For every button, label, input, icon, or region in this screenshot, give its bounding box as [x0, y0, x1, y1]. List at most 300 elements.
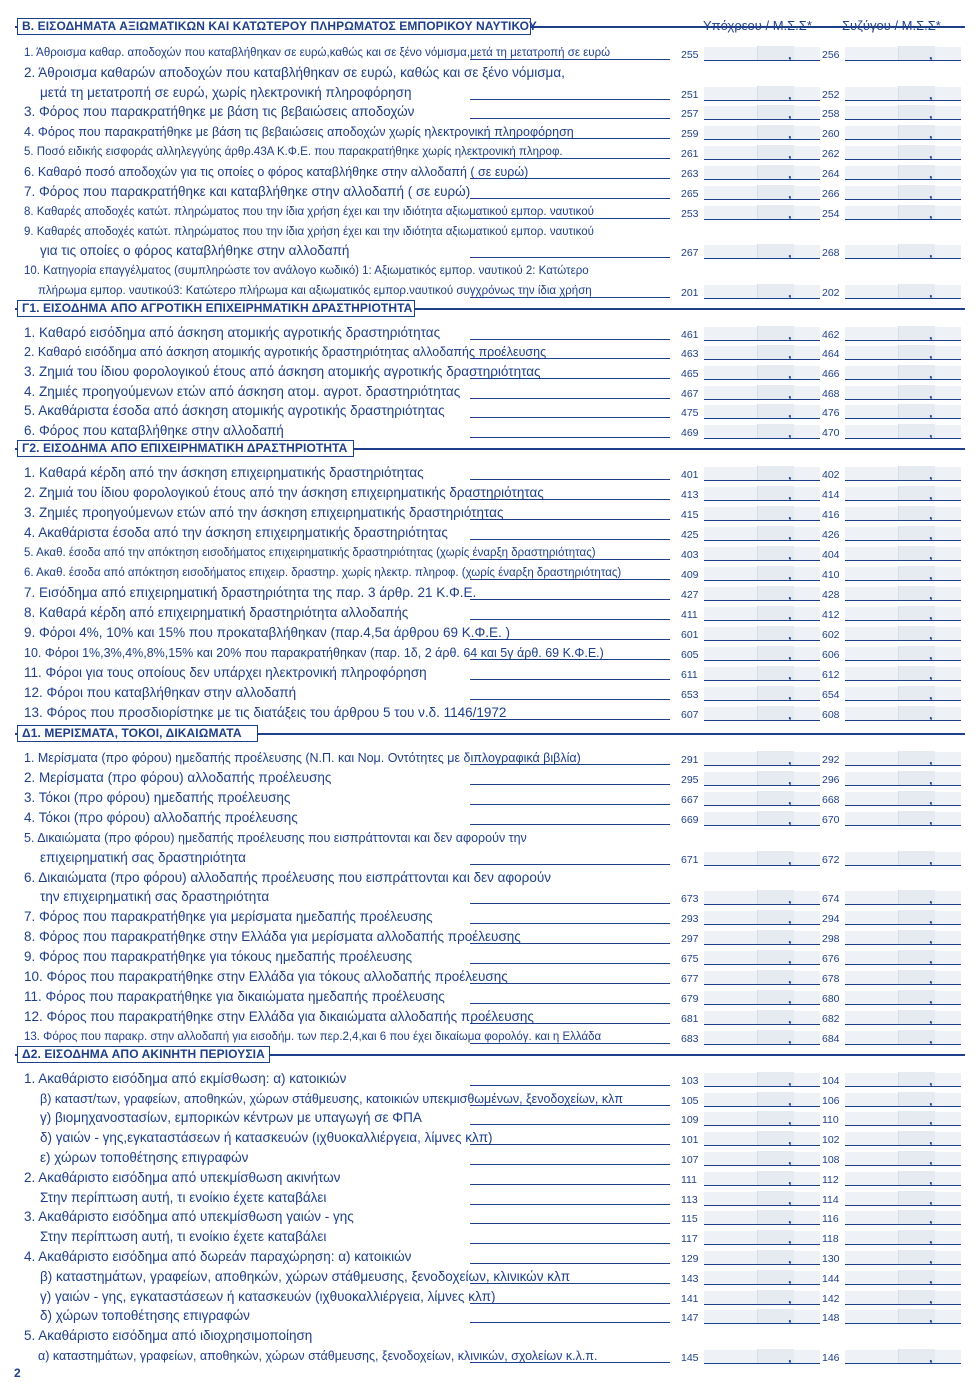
amount-field-taxpayer[interactable]	[704, 667, 820, 681]
amount-field-spouse[interactable]	[845, 1310, 961, 1324]
field-code-spouse: 684	[822, 1032, 840, 1045]
row-leader-line	[470, 378, 670, 379]
row-label: δ) χώρων τοποθέτησης επιγραφών	[40, 1308, 250, 1324]
amount-field-spouse[interactable]	[845, 1132, 961, 1146]
row-leader-line	[470, 499, 670, 500]
amount-field-spouse[interactable]	[845, 792, 961, 806]
decimal-comma: ,	[929, 126, 933, 142]
row-leader-line	[470, 764, 670, 765]
amount-field-spouse[interactable]	[845, 667, 961, 681]
row-label: 1. Μερίσματα (προ φόρου) ημεδαπής προέλευσης (Ν.Π. και Νομ. Οντότητες με διπλογραφικά βιβλία)	[24, 750, 581, 765]
decimal-comma: ,	[788, 607, 792, 622]
amount-field-taxpayer[interactable]	[704, 1251, 820, 1265]
amount-field-taxpayer[interactable]	[704, 951, 820, 965]
field-code-spouse: 144	[822, 1272, 840, 1285]
row-label: 3. Τόκοι (προ φόρου) ημεδαπής προέλευσης	[24, 789, 291, 805]
amount-field-taxpayer[interactable]	[704, 527, 820, 541]
row-leader-line	[470, 559, 670, 560]
row-label: για τις οποίες ο φόρος καταβλήθηκε στην αλλοδαπή	[40, 243, 350, 259]
decimal-comma: ,	[929, 811, 933, 827]
amount-field-spouse[interactable]	[845, 1251, 961, 1265]
amount-field-taxpayer[interactable]	[704, 1112, 820, 1126]
decimal-comma: ,	[929, 687, 933, 702]
amount-field-spouse[interactable]	[845, 527, 961, 541]
form-row	[0, 42, 976, 62]
field-code-taxpayer: 427	[681, 589, 699, 601]
field-code-taxpayer: 201	[681, 286, 699, 299]
page-number: 2	[14, 1366, 21, 1380]
field-code-taxpayer: 265	[681, 187, 699, 200]
amount-field-taxpayer[interactable]	[704, 1192, 820, 1206]
row-label: 9. Φόροι 4%, 10% και 15% που προκαταβλήθηκαν (παρ.4,5α άρθρου 69 Κ.Φ.Ε. )	[24, 625, 510, 640]
amount-field-spouse[interactable]	[845, 327, 961, 341]
field-code-taxpayer: 295	[681, 773, 699, 786]
field-code-taxpayer: 117	[681, 1233, 698, 1246]
form-row	[0, 322, 976, 342]
amount-field-taxpayer[interactable]	[704, 425, 820, 439]
amount-field-spouse[interactable]	[845, 1152, 961, 1166]
amount-field-taxpayer[interactable]	[704, 1291, 820, 1305]
row-leader-line	[470, 1085, 670, 1086]
amount-field-spouse[interactable]	[845, 186, 961, 200]
form-row	[0, 401, 976, 421]
amount-field-taxpayer[interactable]	[704, 1152, 820, 1166]
amount-field-spouse[interactable]	[845, 951, 961, 965]
field-code-taxpayer: 401	[681, 469, 699, 481]
decimal-comma: ,	[788, 707, 792, 722]
field-code-spouse: 142	[822, 1292, 840, 1305]
amount-field-spouse[interactable]	[845, 1031, 961, 1045]
amount-field-taxpayer[interactable]	[704, 1172, 820, 1186]
field-code-taxpayer: 681	[681, 1013, 699, 1026]
decimal-comma: ,	[929, 487, 933, 502]
amount-field-spouse[interactable]	[845, 971, 961, 985]
decimal-comma: ,	[929, 751, 933, 767]
decimal-comma: ,	[929, 346, 933, 362]
form-row	[0, 1187, 976, 1207]
row-label: α) καταστημάτων, γραφείων, αποθηκών, χώρων στάθμευσης, ξενοδοχείων, κλινικών, σχολείων κ.λ.π.	[38, 1349, 598, 1364]
amount-field-spouse[interactable]	[845, 891, 961, 905]
amount-field-spouse[interactable]	[845, 567, 961, 581]
form-row	[0, 1026, 976, 1046]
field-code-taxpayer: 611	[681, 669, 698, 681]
amount-field-spouse[interactable]	[845, 285, 961, 299]
amount-field-spouse[interactable]	[845, 812, 961, 826]
form-row	[0, 867, 976, 907]
row-leader-line	[470, 1263, 670, 1264]
decimal-comma: ,	[788, 687, 792, 702]
decimal-comma: ,	[788, 106, 792, 122]
decimal-comma: ,	[788, 667, 792, 682]
amount-field-taxpayer[interactable]	[704, 386, 820, 400]
form-row	[0, 361, 976, 381]
decimal-comma: ,	[788, 1310, 792, 1326]
amount-field-taxpayer[interactable]	[704, 911, 820, 925]
decimal-comma: ,	[788, 1011, 792, 1027]
amount-field-taxpayer[interactable]	[704, 1271, 820, 1285]
form-row	[0, 342, 976, 362]
decimal-comma: ,	[788, 467, 792, 482]
amount-field-taxpayer[interactable]	[704, 1350, 820, 1364]
decimal-comma: ,	[929, 627, 933, 642]
decimal-comma: ,	[929, 385, 933, 401]
field-code-spouse: 102	[822, 1134, 840, 1147]
amount-field-taxpayer[interactable]	[704, 106, 820, 120]
form-row	[0, 906, 976, 926]
field-code-spouse: 678	[822, 973, 840, 986]
field-code-spouse: 118	[822, 1233, 839, 1246]
amount-field-taxpayer[interactable]	[704, 467, 820, 481]
row-leader-line	[470, 864, 670, 865]
field-code-taxpayer: 145	[681, 1351, 699, 1364]
amount-field-taxpayer[interactable]	[704, 1073, 820, 1087]
field-code-spouse: 404	[822, 549, 840, 561]
field-code-spouse: 428	[822, 589, 840, 601]
field-code-spouse: 130	[822, 1252, 840, 1265]
row-leader-line	[470, 963, 670, 964]
amount-field-taxpayer[interactable]	[704, 366, 820, 380]
amount-field-spouse[interactable]	[845, 931, 961, 945]
amount-field-spouse[interactable]	[845, 1172, 961, 1186]
amount-field-spouse[interactable]	[845, 346, 961, 360]
amount-field-spouse[interactable]	[845, 87, 961, 101]
decimal-comma: ,	[929, 1211, 933, 1227]
decimal-comma: ,	[929, 707, 933, 722]
row-label: 3. Ζημιά του ίδιου φορολογικού έτους από άσκηση ατομικής αγροτικής δραστηριότητας	[24, 364, 541, 380]
field-code-spouse: 470	[822, 426, 840, 439]
amount-field-taxpayer[interactable]	[704, 852, 820, 866]
amount-field-taxpayer[interactable]	[704, 346, 820, 360]
decimal-comma: ,	[788, 891, 792, 907]
amount-field-spouse[interactable]	[845, 587, 961, 601]
form-row	[0, 1226, 976, 1246]
amount-field-taxpayer[interactable]	[704, 166, 820, 180]
field-code-taxpayer: 425	[681, 529, 699, 541]
form-row	[0, 462, 976, 482]
form-row	[0, 827, 976, 867]
decimal-comma: ,	[929, 771, 933, 787]
amount-field-spouse[interactable]	[845, 1112, 961, 1126]
row-leader-line	[470, 923, 670, 924]
field-code-spouse: 412	[822, 609, 840, 621]
decimal-comma: ,	[929, 911, 933, 927]
decimal-comma: ,	[788, 771, 792, 787]
decimal-comma: ,	[929, 667, 933, 682]
row-label: 7. Φόρος που παρακρατήθηκε για μερίσματα ημεδαπής προέλευσης	[24, 909, 433, 925]
amount-field-taxpayer[interactable]	[704, 487, 820, 501]
row-label: 2. Άθροισμα καθαρών αποδοχών που καταβλήθηκαν σε ευρώ, καθώς και σε ξένο νόμισμα,	[24, 64, 565, 80]
amount-field-taxpayer[interactable]	[704, 206, 820, 220]
amount-field-spouse[interactable]	[845, 206, 961, 220]
decimal-comma: ,	[788, 365, 792, 381]
amount-field-taxpayer[interactable]	[704, 186, 820, 200]
amount-field-taxpayer[interactable]	[704, 47, 820, 61]
row-label: 12. Φόροι που καταβλήθηκαν στην αλλοδαπή	[24, 685, 297, 700]
amount-field-taxpayer[interactable]	[704, 1231, 820, 1245]
decimal-comma: ,	[929, 931, 933, 947]
form-row	[0, 1006, 976, 1026]
field-code-spouse: 256	[822, 48, 840, 61]
amount-field-spouse[interactable]	[845, 245, 961, 259]
decimal-comma: ,	[929, 467, 933, 482]
field-code-spouse: 106	[822, 1094, 840, 1107]
amount-field-taxpayer[interactable]	[704, 1132, 820, 1146]
row-leader-line	[470, 1164, 670, 1165]
row-leader-line	[470, 178, 670, 179]
row-label: 10. Φόρος που παρακρατήθηκε στην Ελλάδα για τόκους αλλοδαπής προέλευσης	[24, 969, 508, 985]
decimal-comma: ,	[929, 891, 933, 907]
form-row	[0, 482, 976, 502]
field-code-spouse: 258	[822, 108, 840, 121]
amount-field-spouse[interactable]	[845, 106, 961, 120]
row-label: την επιχειρηματική σας δραστηριότητα	[40, 889, 270, 905]
amount-field-spouse[interactable]	[845, 487, 961, 501]
decimal-comma: ,	[788, 1030, 792, 1046]
row-label: 1. Καθαρό εισόδημα από άσκηση ατομικής αγροτικής δραστηριότητας	[24, 324, 441, 340]
amount-field-taxpayer[interactable]	[704, 752, 820, 766]
row-leader-line	[470, 519, 670, 520]
amount-field-spouse[interactable]	[845, 386, 961, 400]
decimal-comma: ,	[788, 507, 792, 522]
amount-field-taxpayer[interactable]	[704, 547, 820, 561]
field-code-spouse: 476	[822, 407, 840, 420]
row-leader-line	[470, 1124, 670, 1125]
decimal-comma: ,	[788, 205, 792, 221]
amount-field-spouse[interactable]	[845, 687, 961, 701]
amount-field-taxpayer[interactable]	[704, 285, 820, 299]
decimal-comma: ,	[788, 326, 792, 342]
field-code-taxpayer: 251	[681, 88, 699, 101]
amount-field-taxpayer[interactable]	[704, 245, 820, 259]
row-label: 8. Καθαρές αποδοχές κατώτ. πληρώματος που την ίδια χρήση έχει και την ιδιότητα αξιωματικού εμπορ. ναυτικού	[24, 205, 594, 218]
row-label: 8. Φόρος που παρακρατήθηκε στην Ελλάδα για μερίσματα αλλοδαπής προέλευσης	[24, 929, 521, 945]
form-row	[0, 787, 976, 807]
field-code-taxpayer: 111	[681, 1173, 697, 1186]
decimal-comma: ,	[788, 931, 792, 947]
decimal-comma: ,	[929, 547, 933, 562]
decimal-comma: ,	[788, 146, 792, 162]
row-leader-line	[470, 99, 670, 100]
decimal-comma: ,	[929, 1030, 933, 1046]
amount-field-spouse[interactable]	[845, 707, 961, 721]
decimal-comma: ,	[788, 547, 792, 562]
decimal-comma: ,	[788, 751, 792, 767]
amount-field-taxpayer[interactable]	[704, 126, 820, 140]
decimal-comma: ,	[929, 185, 933, 201]
row-label: 11. Φόρος που παρακρατήθηκε για δικαιώματα ημεδαπής προέλευσης	[24, 989, 445, 1005]
row-leader-line	[470, 1184, 670, 1185]
decimal-comma: ,	[929, 1250, 933, 1266]
row-leader-line	[470, 1144, 670, 1145]
amount-field-spouse[interactable]	[845, 547, 961, 561]
field-code-spouse: 426	[822, 529, 840, 541]
row-leader-line	[470, 1243, 670, 1244]
row-leader-line	[470, 903, 670, 904]
amount-field-taxpayer[interactable]	[704, 971, 820, 985]
amount-field-taxpayer[interactable]	[704, 146, 820, 160]
amount-field-spouse[interactable]	[845, 47, 961, 61]
row-leader-line	[470, 679, 670, 680]
amount-field-spouse[interactable]	[845, 752, 961, 766]
amount-field-spouse[interactable]	[845, 507, 961, 521]
amount-field-taxpayer[interactable]	[704, 647, 820, 661]
decimal-comma: ,	[929, 284, 933, 300]
row-leader-line	[470, 339, 670, 340]
amount-field-taxpayer[interactable]	[704, 1011, 820, 1025]
decimal-comma: ,	[929, 1231, 933, 1247]
amount-field-spouse[interactable]	[845, 1093, 961, 1107]
form-row	[0, 662, 976, 682]
decimal-comma: ,	[788, 385, 792, 401]
amount-field-taxpayer[interactable]	[704, 507, 820, 521]
row-label: 12. Φόρος που παρακρατήθηκε στην Ελλάδα για δικαιώματα αλλοδαπής προέλευσης	[24, 1009, 534, 1025]
form-row	[0, 807, 976, 827]
amount-field-taxpayer[interactable]	[704, 812, 820, 826]
amount-field-spouse[interactable]	[845, 146, 961, 160]
field-code-spouse: 606	[822, 649, 840, 661]
field-code-taxpayer: 465	[681, 367, 699, 380]
field-code-spouse: 680	[822, 993, 840, 1006]
amount-field-taxpayer[interactable]	[704, 891, 820, 905]
amount-field-spouse[interactable]	[845, 1192, 961, 1206]
amount-field-taxpayer[interactable]	[704, 792, 820, 806]
field-code-taxpayer: 297	[681, 933, 699, 946]
field-code-taxpayer: 103	[681, 1074, 699, 1087]
decimal-comma: ,	[929, 86, 933, 102]
decimal-comma: ,	[788, 527, 792, 542]
decimal-comma: ,	[788, 487, 792, 502]
row-leader-line	[470, 138, 670, 139]
row-leader-line	[470, 639, 670, 640]
amount-field-taxpayer[interactable]	[704, 587, 820, 601]
row-leader-line	[470, 1023, 670, 1024]
decimal-comma: ,	[788, 647, 792, 662]
field-code-taxpayer: 667	[681, 793, 699, 806]
decimal-comma: ,	[929, 365, 933, 381]
decimal-comma: ,	[929, 405, 933, 421]
amount-field-taxpayer[interactable]	[704, 687, 820, 701]
decimal-comma: ,	[788, 971, 792, 987]
amount-field-spouse[interactable]	[845, 1231, 961, 1245]
amount-field-taxpayer[interactable]	[704, 567, 820, 581]
field-code-taxpayer: 469	[681, 426, 699, 439]
row-label: Στην περίπτωση αυτή, τι ενοίκιο έχετε καταβάλει	[40, 1229, 327, 1245]
section-title: Γ1. ΕΙΣΟΔΗΜΑ ΑΠΟ ΑΓΡΟΤΙΚΗ ΕΠΙΧΕΙΡΗΜΑΤΙΚΗ ΔΡΑΣΤΗΡΙΟΤΗΤΑ	[17, 300, 415, 317]
amount-field-taxpayer[interactable]	[704, 87, 820, 101]
row-leader-line	[470, 1283, 670, 1284]
decimal-comma: ,	[788, 1112, 792, 1128]
amount-field-spouse[interactable]	[845, 1073, 961, 1087]
amount-field-spouse[interactable]	[845, 852, 961, 866]
amount-field-taxpayer[interactable]	[704, 1093, 820, 1107]
form-row	[0, 1147, 976, 1167]
amount-field-spouse[interactable]	[845, 772, 961, 786]
row-label: γ) γαιών - γης, εγκαταστάσεων ή κατασκευών (ιχθυοκαλλιέργεια, λίμνες κλπ)	[40, 1288, 496, 1304]
field-code-taxpayer: 257	[681, 108, 699, 121]
amount-field-spouse[interactable]	[845, 405, 961, 419]
row-leader-line	[470, 699, 670, 700]
amount-field-spouse[interactable]	[845, 1211, 961, 1225]
field-code-taxpayer: 413	[681, 489, 699, 501]
amount-field-taxpayer[interactable]	[704, 707, 820, 721]
amount-field-taxpayer[interactable]	[704, 327, 820, 341]
decimal-comma: ,	[929, 245, 933, 261]
form-row	[0, 582, 976, 602]
row-label: 2. Μερίσματα (προ φόρου) αλλοδαπής προέλευσης	[24, 769, 332, 785]
amount-field-spouse[interactable]	[845, 126, 961, 140]
amount-field-spouse[interactable]	[845, 1291, 961, 1305]
amount-field-taxpayer[interactable]	[704, 931, 820, 945]
amount-field-spouse[interactable]	[845, 1350, 961, 1364]
field-code-spouse: 410	[822, 569, 840, 581]
amount-field-taxpayer[interactable]	[704, 1310, 820, 1324]
decimal-comma: ,	[788, 1171, 792, 1187]
amount-field-spouse[interactable]	[845, 607, 961, 621]
form-row	[0, 926, 976, 946]
row-label: 3. Φόρος που παρακρατήθηκε με βάση τις βεβαιώσεις αποδοχών	[24, 104, 415, 120]
row-label: 6. Ακαθ. έσοδα από απόκτηση εισοδήματος επιχειρ. δραστηρ. χωρίς ηλεκτρ. πληροφ. (χωρίς έναρξη δραστηριότητας)	[24, 567, 622, 579]
decimal-comma: ,	[929, 1171, 933, 1187]
field-code-taxpayer: 259	[681, 128, 699, 141]
row-label: 4. Φόρος που παρακρατήθηκε με βάση τις βεβαιώσεις αποδοχών χωρίς ηλεκτρονική πληροφόρηση	[24, 125, 574, 140]
section-title: Δ2. ΕΙΣΟΔΗΜΑ ΑΠΟ ΑΚΙΝΗΤΗ ΠΕΡΙΟΥΣΙΑ	[17, 1046, 270, 1063]
field-code-spouse: 268	[822, 247, 840, 260]
row-leader-line	[470, 257, 670, 258]
amount-field-taxpayer[interactable]	[704, 405, 820, 419]
field-code-taxpayer: 403	[681, 549, 699, 561]
field-code-taxpayer: 141	[681, 1292, 699, 1305]
form-row	[0, 1207, 976, 1227]
amount-field-spouse[interactable]	[845, 911, 961, 925]
amount-field-spouse[interactable]	[845, 1011, 961, 1025]
amount-field-spouse[interactable]	[845, 425, 961, 439]
amount-field-spouse[interactable]	[845, 647, 961, 661]
decimal-comma: ,	[788, 346, 792, 362]
amount-field-taxpayer[interactable]	[704, 1211, 820, 1225]
amount-field-taxpayer[interactable]	[704, 1031, 820, 1045]
field-code-taxpayer: 115	[681, 1213, 698, 1226]
form-row	[0, 1068, 976, 1088]
row-label: 6. Καθαρό ποσό αποδοχών για τις οποίες ο φόρος καταβλήθηκε στην αλλοδαπή ( σε ευρώ)	[24, 164, 529, 179]
amount-field-spouse[interactable]	[845, 366, 961, 380]
section-title: Γ2. ΕΙΣΟΔΗΜΑ ΑΠΟ ΕΠΙΧΕΙΡΗΜΑΤΙΚΗ ΔΡΑΣΤΗΡΙΟΤΗΤΑ	[17, 440, 354, 457]
amount-field-spouse[interactable]	[845, 627, 961, 641]
decimal-comma: ,	[929, 527, 933, 542]
amount-field-spouse[interactable]	[845, 1271, 961, 1285]
amount-field-taxpayer[interactable]	[704, 991, 820, 1005]
row-label: 2. Ζημιά του ίδιου φορολογικού έτους από την άσκηση επιχειρηματικής δραστηριότητας	[24, 485, 544, 500]
row-label: 11. Φόροι για τους οποίους δεν υπάρχει ηλεκτρονική πληροφόρηση	[24, 665, 427, 680]
amount-field-spouse[interactable]	[845, 166, 961, 180]
decimal-comma: ,	[788, 627, 792, 642]
row-leader-line	[470, 579, 670, 580]
amount-field-taxpayer[interactable]	[704, 607, 820, 621]
row-label: 5. Ακαθάριστα έσοδα από άσκηση ατομικής αγροτικής δραστηριότητας	[24, 403, 445, 419]
form-row	[0, 1088, 976, 1108]
amount-field-spouse[interactable]	[845, 467, 961, 481]
field-code-taxpayer: 113	[681, 1193, 698, 1206]
row-label: 1. Καθαρά κέρδη από την άσκηση επιχειρηματικής δραστηριότητας	[24, 465, 424, 480]
row-leader-line	[470, 619, 670, 620]
decimal-comma: ,	[788, 567, 792, 582]
amount-field-taxpayer[interactable]	[704, 627, 820, 641]
row-label: 5. Ακαθάριστο εισόδημα από ιδιοχρησιμοποίηση	[24, 1328, 313, 1344]
amount-field-taxpayer[interactable]	[704, 772, 820, 786]
form-row	[0, 1325, 976, 1365]
decimal-comma: ,	[788, 1290, 792, 1306]
amount-field-spouse[interactable]	[845, 991, 961, 1005]
row-leader-line	[470, 599, 670, 600]
